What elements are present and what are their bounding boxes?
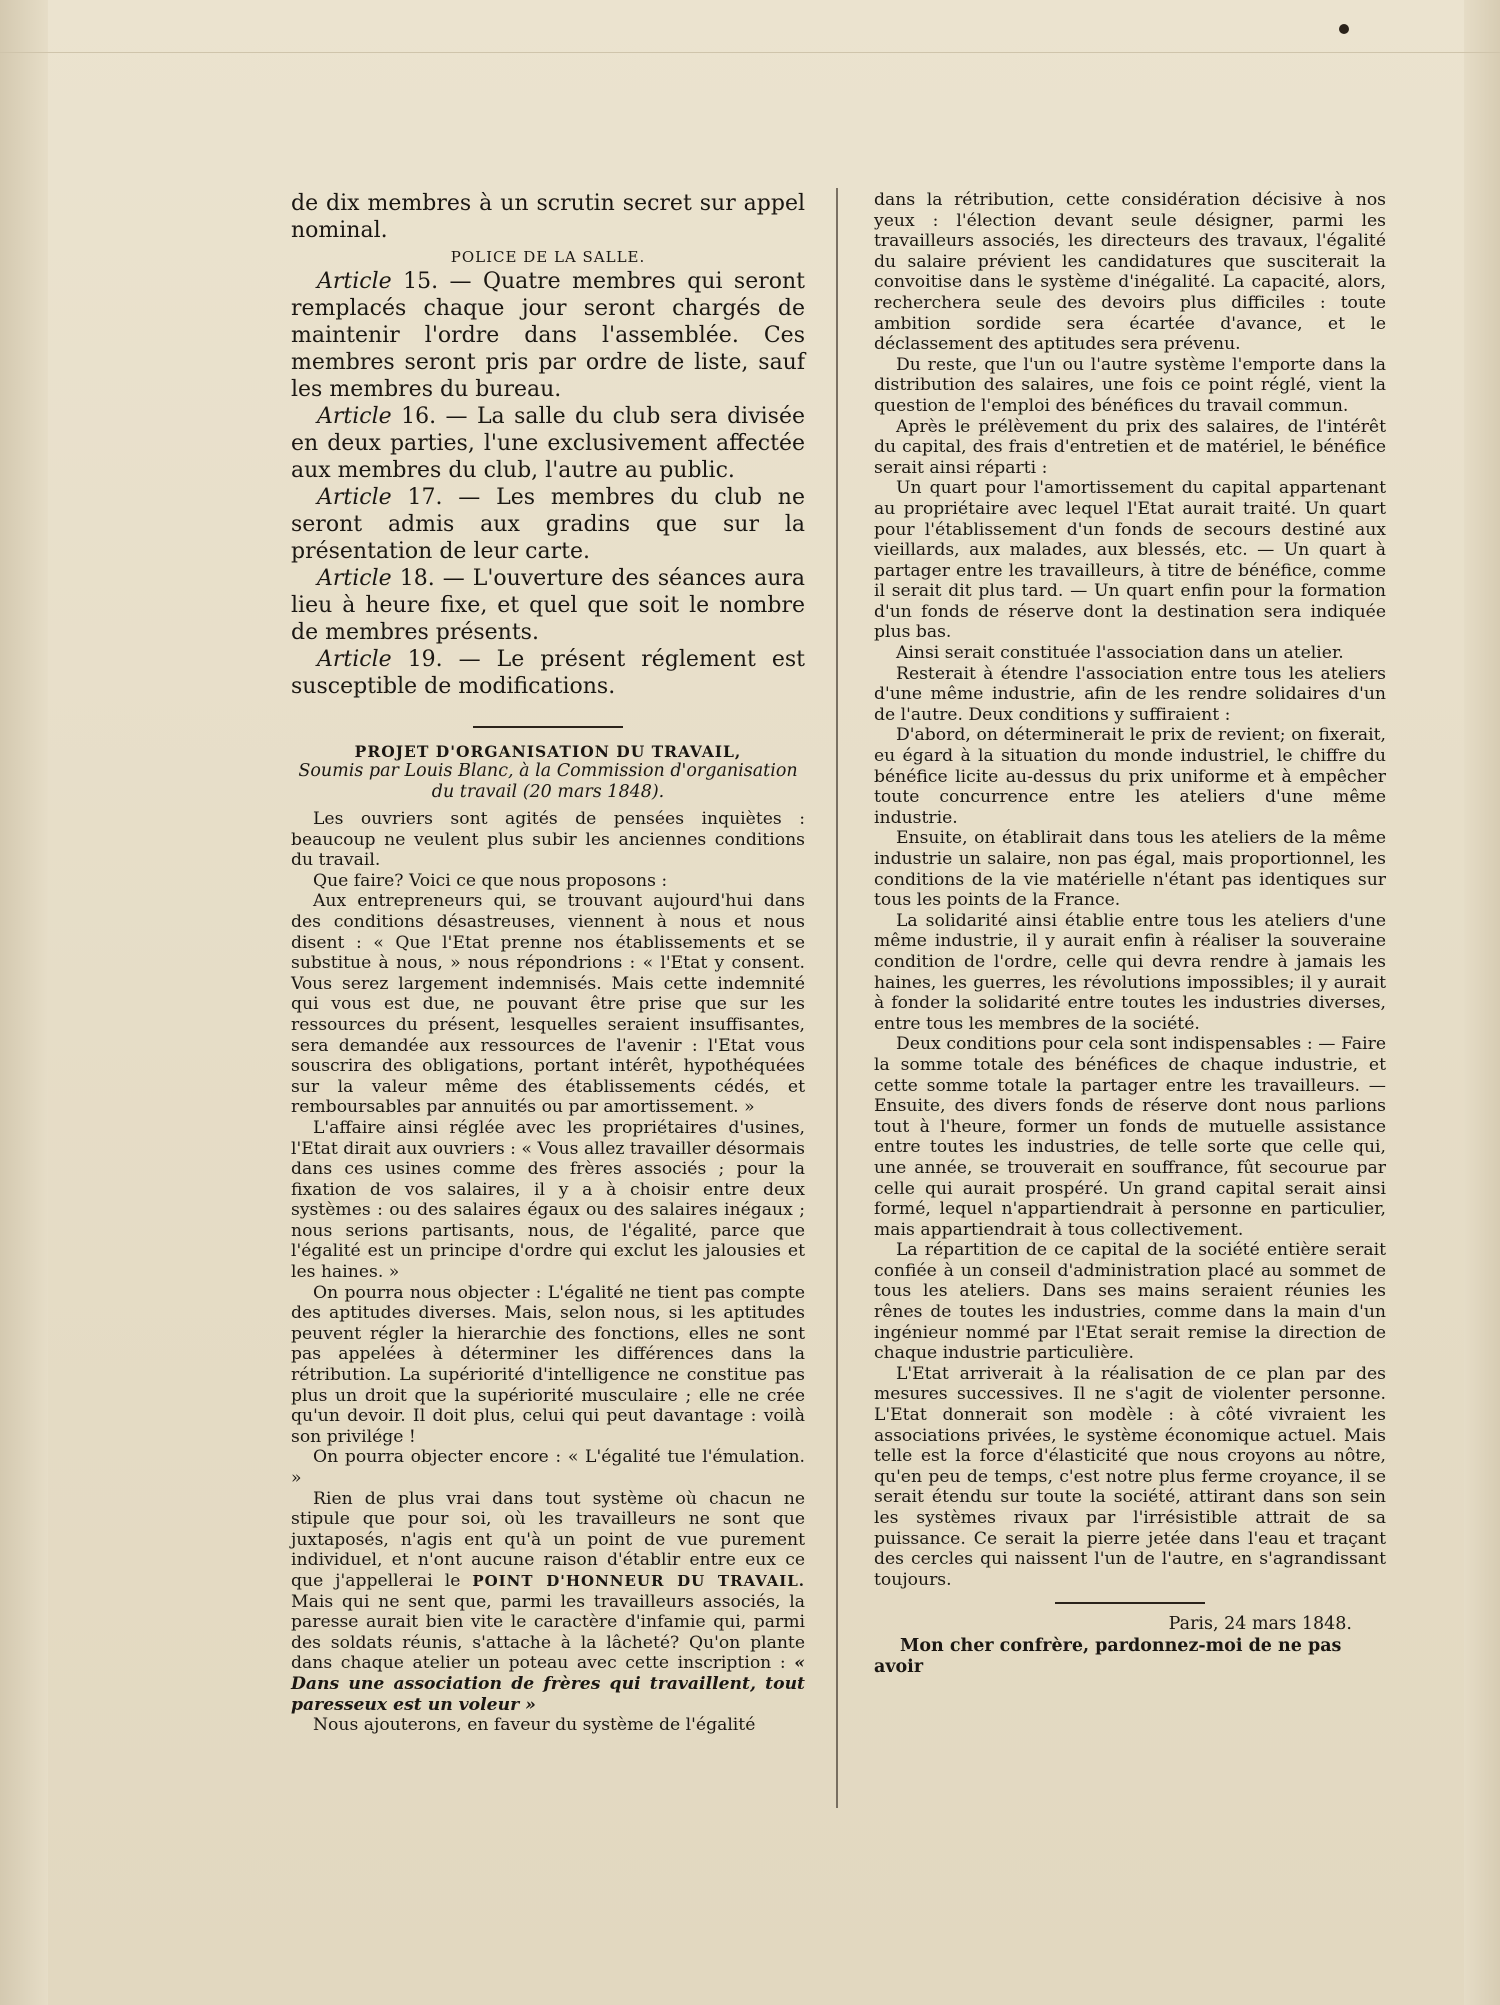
- article-label: Article: [317, 485, 392, 510]
- left-column: [291, 190, 805, 1736]
- article-19: [291, 646, 805, 700]
- projet-paragraph: Que faire? Voici ce que nous proposons :: [313, 870, 668, 891]
- article-text: 15. — Quatre membres qui seront remplacés chaque jour seront chargés de maintenir l'ordre dans l'assemblée. Ces membres seront pris par ordre de liste, sauf les membres du bureau.: [291, 269, 805, 402]
- article-label: Article: [317, 647, 392, 672]
- section-title-police: POLICE DE LA SALLE.: [450, 248, 646, 266]
- projet-paragraph: L'affaire ainsi réglée avec les propriétaires d'usines, l'Etat dirait aux ouvriers : « Vous allez travailler désormais dans ces usines comme des frères associés ; pour la fixation de vos salaires, il y a à choisir entre deux systèmes : ou des salaires égaux ou des salaires inégaux ; nous serions partisants, nous, de l'égalité, parce que l'égalité est un principe d'ordre qui exclut les jalousies et les haines. »: [291, 1117, 805, 1283]
- paragraph-text: Mais qui ne sent que, parmi les travailleurs associés, la paresse aurait bien vite le caractère d'infamie qui, parmi des soldats réunis, s'attache à la lâcheté? Qu'on plante dans chaque atelier un poteau avec cette inscription :: [291, 1591, 805, 1674]
- column-divider: [836, 188, 838, 1808]
- right-paragraph: L'Etat arriverait à la réalisation de ce plan par des mesures successives. Il ne s'agit de violenter personne. L'Etat donnerait son modèle : à côté vivraient les associations privées, le système économique actuel. Mais telle est la force d'élasticité que nous croyons au nôtre, qu'en peu de temps, c'est notre plus ferme croyance, il se serait étendu sur toute la société, attirant dans son sein les systèmes rivaux par l'irrésistible attrait de sa puissance. Ce serait la pierre jetée dans l'eau et traçant des cercles qui naissent l'un de l'autre, en s'agrandissant toujours.: [874, 1363, 1386, 1590]
- projet-paragraph: Aux entrepreneurs qui, se trouvant aujourd'hui dans des conditions désastreuses, viennent à nous et nous disent : « Que l'Etat prenne nos établissements et se substitue à nous, » nous répondrions : « l'Etat y consent. Vous serez largement indemnisés. Mais cette indemnité qui vous est due, ne pouvant être prise que sur les ressources du présent, lesquelles seraient insuffisantes, sera demandée aux ressources de l'avenir : l'Etat vous souscrira des obligations, portant intérêt, hypothéquées sur la valeur même des établissements cédés, et remboursables par annuités ou par amortissement. »: [291, 891, 805, 1118]
- letter-opening: Mon cher confrère, pardonnez-moi de ne pas avoir: [874, 1636, 1342, 1678]
- right-paragraph: Après le prélèvement du prix des salaires, de l'intérêt du capital, des frais d'entretien et de matériel, le bénéfice serait ainsi réparti :: [874, 416, 1386, 478]
- article-17: [291, 484, 805, 565]
- right-paragraph: Du reste, que l'un ou l'autre système l'emporte dans la distribution des salaires, une fois ce point réglé, vient la question de l'emploi des bénéfices du travail commun.: [874, 354, 1386, 416]
- ink-dot: [1339, 24, 1349, 34]
- right-paragraph: Resterait à étendre l'association entre tous les ateliers d'une même industrie, afin de les rendre solidaires d'un de l'autre. Deux conditions y suffiraient :: [874, 663, 1386, 725]
- projet-paragraph: Les ouvriers sont agités de pensées inquiètes : beaucoup ne veulent plus subir les anciennes conditions du travail.: [291, 809, 805, 871]
- paragraph-text: Rien de plus vrai dans tout système où chacun ne stipule que pour soi, où les travailleurs ne sont que juxtaposés, n'agis ent qu'à un point de vue purement individuel, et n'ont aucune raison d'établir entre eux ce que j'appellerai le: [291, 1488, 805, 1591]
- article-label: Article: [317, 269, 392, 294]
- right-paragraph: D'abord, on déterminerait le prix de revient; on fixerait, eu égard à la situation du monde industriel, le chiffre du bénéfice licite au-dessus du prix uniforme et à empêcher toute concurrence entre les ateliers d'une même industrie.: [874, 725, 1386, 828]
- projet-title: PROJET D'ORGANISATION DU TRAVAIL,: [354, 742, 742, 761]
- club-intro: de dix membres à un scrutin secret sur appel nominal.: [291, 191, 805, 243]
- article-text: 16. — La salle du club sera divisée en deux parties, l'une exclusivement affectée aux membres du club, l'autre au public.: [291, 404, 805, 483]
- projet-paragraph-honneur: [291, 1489, 805, 1716]
- article-15: [291, 268, 805, 403]
- section-divider: [1055, 1602, 1205, 1604]
- projet-paragraph: Nous ajouterons, en faveur du système de l'égalité: [313, 1715, 756, 1736]
- letter-dateline: Paris, 24 mars 1848.: [1168, 1614, 1352, 1635]
- right-paragraph: Un quart pour l'amortissement du capital appartenant au propriétaire avec lequel l'Etat aurait traité. Un quart pour l'établissement d'un fonds de secours destiné aux vieillards, aux malades, aux blessés, etc. — Un quart à partager entre les travailleurs, à titre de bénéfice, comme il serait dit plus tard. — Un quart enfin pour la formation d'un fonds de réserve dont la destination sera indiquée plus bas.: [874, 478, 1386, 643]
- article-text: 17. — Les membres du club ne seront admis aux gradins que sur la présentation de leur carte.: [291, 485, 805, 564]
- projet-subtitle: Soumis par Louis Blanc, à la Commission d'organisation du travail (20 mars 1848).: [298, 761, 798, 802]
- page-gutter-left: [0, 0, 48, 2005]
- right-paragraph: Ensuite, on établirait dans tous les ateliers de la même industrie un salaire, non pas égal, mais proportionnel, les conditions de la vie matérielle n'étant pas identiques sur tous les points de la France.: [874, 828, 1386, 911]
- right-paragraph: Deux conditions pour cela sont indispensables : — Faire la somme totale des bénéfices de chaque industrie, et cette somme totale la partager entre les travailleurs. — Ensuite, des divers fonds de réserve dont nous parlions tout à l'heure, former un fonds de mutuelle assistance entre toutes les industries, de telle sorte que celle qui, une année, se trouverait en souffrance, fût secourue par celle qui aurait prospéré. Un grand capital serait ainsi formé, lequel n'appartiendrait à personne en particulier, mais appartiendrait à tous collectivement.: [874, 1034, 1386, 1240]
- section-divider: [473, 726, 623, 728]
- article-16: [291, 403, 805, 484]
- page-edge-right: [1464, 0, 1500, 2005]
- article-text: 19. — Le présent réglement est susceptible de modifications.: [291, 647, 805, 699]
- article-18: [291, 565, 805, 646]
- projet-paragraph: On pourra objecter encore : « L'égalité tue l'émulation. »: [291, 1447, 805, 1488]
- right-paragraph: La répartition de ce capital de la société entière serait confiée à un conseil d'administration placé au sommet de tous les ateliers. Dans ses mains seraient réunies les rênes de toutes les industries, comme dans la main d'un ingénieur nommé par l'Etat serait remise la direction de chaque industrie particulière.: [874, 1240, 1386, 1364]
- article-label: Article: [317, 404, 392, 429]
- article-label: Article: [317, 566, 392, 591]
- page-crease: [0, 52, 1500, 53]
- projet-paragraph: On pourra nous objecter : L'égalité ne tient pas compte des aptitudes diverses. Mais, selon nous, si les aptitudes peuvent régler la hierarchie des fonctions, elles ne sont pas appelées à déterminer les différences dans la rétribution. La supériorité d'intelligence ne constitue pas plus un droit que la supériorité musculaire ; elle ne crée qu'un devoir. Il doit plus, celui qui peut davantage : voilà son privilége !: [291, 1282, 805, 1447]
- right-column: [874, 190, 1386, 1678]
- article-text: 18. — L'ouverture des séances aura lieu à heure fixe, et quel que soit le nombre de membres présents.: [291, 566, 805, 645]
- right-paragraph: Ainsi serait constituée l'association dans un atelier.: [896, 643, 1344, 664]
- right-paragraph: dans la rétribution, cette considération décisive à nos yeux : l'élection devant seule désigner, parmi les travailleurs associés, les directeurs des travaux, l'égalité du salaire prévient les candidatures que susciterait la convoitise dans le système d'inégalité. La capacité, alors, recherchera seule des devoirs plus difficiles : toute ambition sordide sera écartée d'avance, et le déclassement des aptitudes sera prévenu.: [874, 190, 1386, 355]
- inscription-quote: « Dans une association de frères qui travaillent, tout paresseux est un voleur »: [291, 1653, 805, 1715]
- point-honneur-caps: POINT D'HONNEUR DU TRAVAIL.: [472, 1571, 805, 1590]
- right-paragraph: La solidarité ainsi établie entre tous les ateliers d'une même industrie, il y aurait enfin à réaliser la souveraine condition de l'ordre, celle qui devra rendre à jamais les haines, les guerres, les révolutions impossibles; il y aurait à fonder la solidarité entre toutes les industries diverses, entre tous les membres de la société.: [874, 910, 1386, 1034]
